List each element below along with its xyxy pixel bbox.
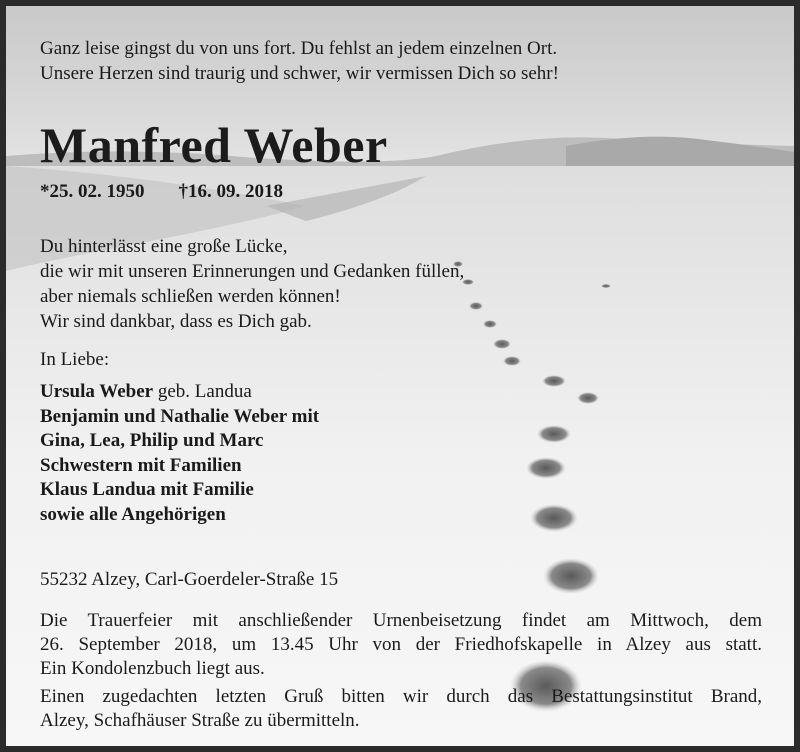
mourner-line: Benjamin und Nathalie Weber mit <box>40 405 320 427</box>
opening-poem <box>40 36 559 86</box>
info-line: 26. September 2018, um 13.45 Uhr von der Friedhofskapelle in Alzey aus statt. <box>40 634 762 655</box>
mourners-list <box>40 380 319 527</box>
info-line: Einen zugedachten letzten Gruß bitten wir durch das Bestattungsinstitut Brand, <box>40 686 762 707</box>
deceased-name: Manfred Weber <box>40 117 388 173</box>
mourner-line: Klaus Landua mit Familie <box>40 479 254 500</box>
info-line: Die Trauerfeier mit anschließender Urnenbeisetzung findet am Mittwoch, dem <box>40 610 762 631</box>
in-love-label: In Liebe: <box>40 349 110 370</box>
info-line: Alzey, Schafhäuser Straße zu übermitteln. <box>40 710 360 731</box>
memorial-quote <box>40 234 464 334</box>
mourner-line: Schwestern mit Familien <box>40 454 242 476</box>
quote-line: aber niemals schließen werden können! <box>40 286 341 307</box>
greeting-paragraph <box>40 685 762 733</box>
quote-line: Du hinterlässt eine große Lücke, <box>40 236 288 257</box>
quote-line: die wir mit unseren Erinnerungen und Gedanken füllen, <box>40 261 465 282</box>
quote-line: Wir sind dankbar, dass es Dich gab. <box>40 311 312 332</box>
mourner-line: sowie alle Angehörigen <box>40 503 226 525</box>
poem-line: Unsere Herzen sind traurig und schwer, wir vermissen Dich so sehr! <box>40 63 559 84</box>
birth-date: *25. 02. 1950 <box>40 181 145 202</box>
obituary-content <box>6 6 794 746</box>
info-line: Ein Kondolenzbuch liegt aus. <box>40 658 265 679</box>
mourner-name: Ursula Weber <box>40 381 154 402</box>
ceremony-paragraph <box>40 609 762 681</box>
death-date: †16. 09. 2018 <box>178 181 283 202</box>
poem-line: Ganz leise gingst du von uns fort. Du fehlst an jedem einzelnen Ort. <box>40 38 558 59</box>
life-dates <box>40 181 283 203</box>
mourner-line: Gina, Lea, Philip und Marc <box>40 430 264 451</box>
mourner-name-suffix: geb. Landua <box>153 381 252 402</box>
mourner-line <box>40 380 319 405</box>
family-address: 55232 Alzey, Carl-Goerdeler-Straße 15 <box>40 569 339 590</box>
funeral-info <box>40 609 762 737</box>
